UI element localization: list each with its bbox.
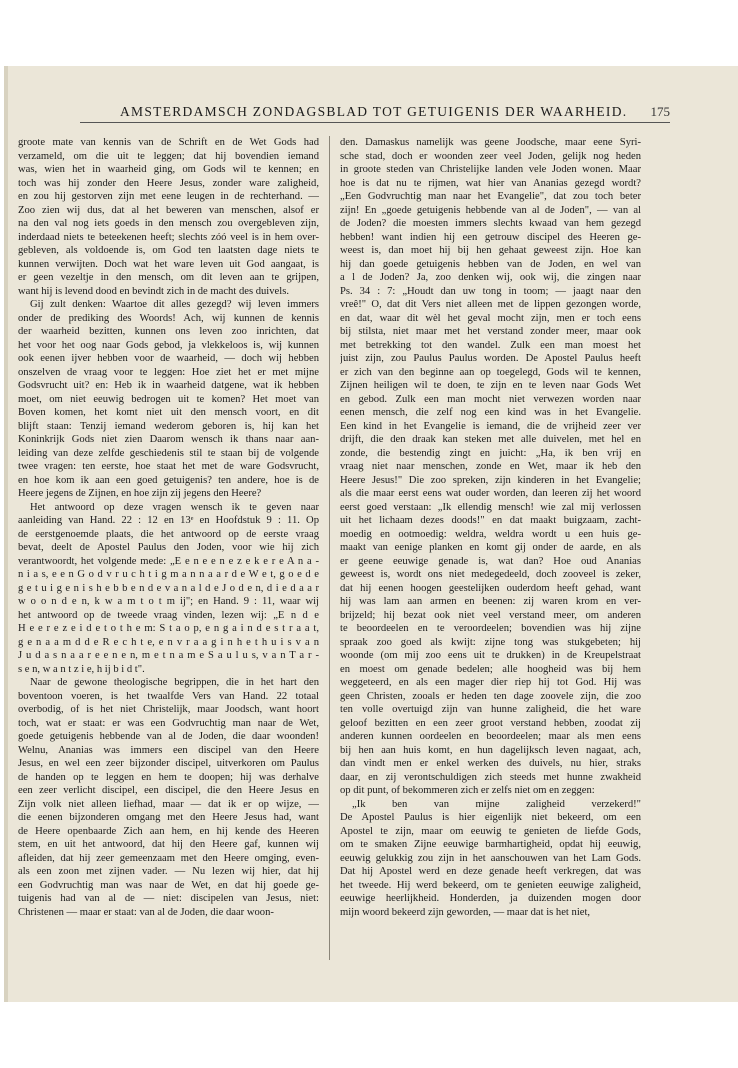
text-line: vreê!" O, dat dit Vers niet alleen met de lippen gezongen worde, bbox=[340, 299, 641, 310]
text-line: een zeer verlicht discipel, een discipel, die den Heere Jesus en bbox=[18, 785, 319, 796]
text-line: met betrekking tot den wandel. Zulk een man moest het bbox=[340, 339, 641, 351]
text-line: een Godvruchtig man was naar de Wet, en dat hij goede ge- bbox=[18, 879, 319, 891]
text-line: n i a s, e e n G o d v r u c h t i g m a n n a a r d e W e t, g o e d e bbox=[18, 569, 319, 580]
text-line: blijft staan: Tenzij iemand wederom geboren is, hij kan het bbox=[18, 420, 319, 432]
text-line: Jesus, en wel een zeer bijzonder discipel, uitverkoren om Paulus bbox=[18, 758, 319, 769]
text-line: de Heere openbaarde Zich aan hem, en hij kende des Heeren bbox=[18, 825, 319, 837]
text-line: drijft, die den draak kan steken met alle duivelen, met hel en bbox=[340, 434, 641, 445]
text-line: ten volle overtuigd zijn van hunne zaligheid, die het ware bbox=[340, 704, 641, 715]
text-line: den. Damaskus namelijk was geene Joodsche, maar eene Syri- bbox=[340, 137, 641, 148]
text-line: was, wien het in waarheid ging, om Gods wil te kennen; en bbox=[18, 164, 319, 175]
text-line: er zich van den beginne aan op toegelegd, Gods wil te kennen, bbox=[340, 366, 641, 378]
text-line: het tweede. Hij werd bekeerd, om te genieten eeuwige zaligheid, bbox=[340, 879, 641, 891]
text-line: hebben! want indien hij een getrouw discipel des Heeren ge- bbox=[340, 231, 641, 243]
text-line: spraak zoo goed als kwijt: zijne tong was stukgebeten; hij bbox=[340, 636, 641, 648]
text-line: en hoe kom ik aan een goed getuigenis? ten andere, hoe is de bbox=[18, 474, 319, 486]
text-line: bij hen aan huis komt, en hun dagelijksch leven nagaat, ach, bbox=[340, 744, 641, 756]
text-line: Ps. 34 : 7: „Houdt dan uw tong in toom; — jaagt naar den bbox=[340, 285, 641, 297]
text-line: toch was hij zonder den Heere Jesus, zonder ware zaligheid, bbox=[18, 177, 319, 189]
text-line: leiding van deze zelfde geschiedenis stil te staan bij de volgende bbox=[18, 447, 319, 459]
text-line: aanleiding van Hand. 22 : 12 en 13ᵉ en Hoofdstuk 9 : 11. Op bbox=[18, 515, 319, 526]
text-line: boventoon voeren, is het twaalfde Vers van Hand. 22 totaal bbox=[18, 690, 319, 702]
text-line: bij stilsta, niet maar met het verstand zonder meer, maar ook bbox=[340, 326, 641, 337]
text-line: geen Christen, zooals er heden ten dage zoovele zijn, die zoo bbox=[340, 690, 641, 702]
text-line: Naar de gewone theologische begrippen, die in het hart den bbox=[30, 677, 319, 688]
text-line: zijn! En „goede getuigenis hebbende van al de Joden", — van al bbox=[340, 204, 641, 216]
text-line: het antwoord op de tweede vraag vinden, lezen wij: „E n d e bbox=[18, 609, 319, 621]
text-line: overbodig, of is het niet Christelijk, maar Joodsch, want hoort bbox=[18, 704, 319, 715]
text-line: toch, wat er staat: er was een Godvruchtig man naar de Wet, bbox=[18, 717, 319, 729]
text-line: ook eenen ijver hebben voor de waarheid, — doch wij hebben bbox=[18, 353, 319, 364]
text-line: Zijn volk niet alleen liefhad, maar — dat ik er op wijze, — bbox=[18, 798, 319, 810]
text-line: hij was lam aan armen en beenen: zij waren krom en ver- bbox=[340, 596, 641, 607]
text-line: en gebod. Zulk een man mocht niet verwezen worden naar bbox=[340, 393, 641, 405]
text-line: want hij is levend dood en bevindt zich in de macht des duivels. bbox=[18, 285, 289, 297]
text-line: zonde, die bestendig zingt en juicht: „Ha, ik ben vrij en bbox=[340, 447, 641, 459]
page-header bbox=[80, 100, 670, 123]
text-line: inderdaad niets te beteekenen heeft; slechts zóó veel is in hem over- bbox=[18, 231, 319, 243]
text-line: juist zijn, zou Paulus Paulus worden. De Apostel Paulus heeft bbox=[340, 353, 641, 364]
text-line: moedig en ootmoedig: weldra, weldra wordt u een huis ge- bbox=[340, 528, 641, 540]
text-line: g e t u i g e n i s h e b b e n d e v a n a l d e J o d e n, d i e d a a r bbox=[18, 582, 319, 594]
text-line: als die maar eerst eens wat ouder worden, dan leeren zij het woord bbox=[340, 488, 641, 499]
text-line: de handen op te leggen en hem te doopen; hij was derhalve bbox=[18, 771, 319, 783]
text-line: er geen vezeltje in den mensch, om dit leven aan te grijpen, bbox=[18, 272, 319, 283]
text-line: maakt van eenige planken en komt gij onder de aarde, en als bbox=[340, 542, 641, 553]
text-line: na den val nog iets goeds in den mensch zou overgebleven zijn, bbox=[18, 218, 319, 229]
text-line: moet, om niet eeuwig bedrogen uit te komen? Het moet van bbox=[18, 393, 319, 405]
text-line: weggeteerd, en als een mager dier riep hij tot God. Hij was bbox=[340, 677, 641, 688]
text-line: De Apostel Paulus is hier eigenlijk niet bekeerd, om een bbox=[340, 812, 641, 823]
text-line: Heere jegens de Zijnen, en hoe zijn zij jegens den Heere? bbox=[18, 488, 262, 499]
right-column bbox=[340, 136, 641, 919]
text-line: Zoo zien wij dus, dat al het beweren van menschen, alsof er bbox=[18, 204, 319, 216]
text-line: J u d a s n a a r e e n e n, m e t n a m e S a u l u s, v a n T a r - bbox=[18, 650, 319, 661]
text-line: bevat, deelt de Apostel Paulus den Joden, voor wie hij zich bbox=[18, 542, 319, 553]
text-line: gebleven, als voldoende is, om God ten laatsten dage niets te bbox=[18, 245, 319, 256]
text-line: afleiden, dat hij zeer gemeenzaam met den Heere omging, even- bbox=[18, 852, 319, 864]
text-line: eeuwig gelukkig zou zijn in het aanschouwen van het Lam Gods. bbox=[340, 852, 641, 864]
text-line: onder de prediking des Woords! Ach, wij kunnen de kennis bbox=[18, 312, 319, 324]
text-line: stem, en uit het antwoord, dat hij den Heere gaf, kunnen wij bbox=[18, 839, 319, 850]
text-line: a l de Joden? Ja, zoo denken wij, ook wij, die zingen naar bbox=[340, 272, 641, 283]
text-line: die eenen bijzonderen omgang met den Heere Jesus had, want bbox=[18, 812, 319, 823]
text-line: op dit punt, of bekommeren zich er zelfs niet om en zeggen: bbox=[340, 785, 595, 796]
text-line: H e e r e z e i d e t o t h e m: S t a o p, e n g a i n d e s t r a a t, bbox=[18, 623, 319, 634]
text-line: eeuwige heerlijkheid. Honderden, ja duizenden mogen door bbox=[340, 893, 641, 904]
text-line: groote mate van kennis van de Schrift en de Wet Gods had bbox=[18, 137, 319, 148]
text-line: Apostel te zijn, maar om eeuwig te genieten de liefde Gods, bbox=[340, 825, 641, 837]
text-line: er geene eeuwige genade is, wat dan? Hoe oud Ananias bbox=[340, 555, 641, 567]
text-line: het voor het oog naar Gods gebod, ja vlekkeloos is, wij kunnen bbox=[18, 339, 319, 351]
text-line: vraag niet naar menschen, zonde en Wet, maar ik heb den bbox=[340, 461, 641, 472]
text-line: mijn woord bekeerd zijn geworden, — maar dat is het niet, bbox=[340, 906, 591, 918]
text-line: s e n, w a n t z i e, h ij b i d t". bbox=[18, 663, 145, 675]
text-line: Dat hij Apostel werd en deze genade heeft verkregen, dat was bbox=[340, 866, 641, 877]
text-line: g e n a a m d d e R e c h t e, e n v r a a g i n h e t h u i s v a n bbox=[18, 636, 319, 648]
page-number: 175 bbox=[650, 104, 670, 119]
text-line: en moest om genade bedelen; alle hoogheid was bij hem bbox=[340, 663, 641, 675]
text-line: de Joden? die moesten immers slechts kwaad van hem gezegd bbox=[340, 218, 641, 229]
text-line: te beoordeelen en te veroordeelen; bovendien was hij zijne bbox=[340, 623, 641, 634]
text-line: als een zoon met zijnen vader. — Nu lezen wij hier, dat hij bbox=[18, 866, 319, 877]
text-line: Christenen — maar er staat: van al de Joden, die daar woon- bbox=[18, 906, 274, 918]
text-line: „Een Godvruchtig man naar het Evangelie", dat zou toch beter bbox=[340, 191, 641, 202]
text-line: geloof bezitten en een zeer groot verstand hebben, zoodat zij bbox=[340, 717, 641, 729]
text-line: verantwoordt, het volgende mede: „E e n e e n e z e k e r e A n a - bbox=[18, 555, 319, 567]
running-title: AMSTERDAMSCH ZONDAGSBLAD TOT GETUIGENIS DER WAARHEID. bbox=[120, 104, 628, 119]
text-line: Boven komen, het komt niet uit den mensch voort, en dit bbox=[18, 407, 319, 418]
text-line: Het antwoord op deze vragen wensch ik te geven naar bbox=[30, 501, 319, 513]
text-line: Zijnen heiligen wil te doen, te zijn en te leven naar Gods Wet bbox=[340, 380, 641, 391]
text-line: hoe is dat nu te rijmen, wat hier van Ananias gezegd wordt? bbox=[340, 177, 641, 189]
text-line: Godsvrucht uit? en: Heb ik in waarheid datgene, wat ik hebben bbox=[18, 380, 319, 391]
text-line: tuigenis had van al de — niet: discipelen van Jesus, niet: bbox=[18, 893, 319, 904]
text-line: en zou hij gestorven zijn met eene leugen in de rechterhand. — bbox=[18, 191, 319, 202]
text-line: hij dan goede getuigenis hebben van de Joden, en wel van bbox=[340, 258, 641, 270]
text-line: Heere Jesus!" Die zoo spreken, zijn kinderen in het Evangelie; bbox=[340, 474, 641, 486]
text-line: geweest is, wordt ons niet medegedeeld, doch zooveel is zeker, bbox=[340, 569, 641, 580]
text-line: woonde (om mij zoo eens uit te drukken) in de Kreupelstraat bbox=[340, 650, 641, 661]
text-line: sche stad, doch er woonden zeer veel Joden, gelijk nog heden bbox=[340, 150, 641, 162]
text-line: dat hij eenen hoogen geestelijken ouderdom heeft gehad, want bbox=[340, 582, 641, 594]
column-divider bbox=[329, 136, 330, 960]
text-line: Gij zult denken: Waartoe dit alles gezegd? wij leven immers bbox=[30, 299, 319, 310]
text-line: dan vindt men er enkel werken des duivels, nu hier, straks bbox=[340, 758, 641, 769]
text-line: anderen kunnen oordeelen en beoordeelen; maar als men eens bbox=[340, 731, 641, 742]
text-line: daar, en zij verontschuldigen zich steeds met hunne zwakheid bbox=[340, 771, 641, 783]
text-line: Welnu, Ananias was immers een discipel van den Heere bbox=[18, 744, 319, 756]
text-line: goede getuigenis hebbende van al de Joden, die daar woonden! bbox=[18, 731, 319, 742]
text-line: brijzeld; hij bezat ook niet veel verstand meer, om anderen bbox=[340, 609, 641, 621]
text-line: twee vragen: ten eerste, hoe staat het met de ware Godsvrucht, bbox=[18, 461, 319, 472]
text-line: Een kind in het Evangelie is iemand, die de vrijheid zeer ver bbox=[340, 420, 641, 432]
text-line: eerst goed verstaan: „Ik ellendig mensch! wie zal mij verlossen bbox=[340, 501, 641, 513]
text-line: kunnen verwijten. Doch wat het ware leven uit God aangaat, is bbox=[18, 258, 319, 270]
text-line: verzameld, om die uit te leggen; dat hij bovendien iemand bbox=[18, 150, 319, 162]
text-line: de eerstgenoemde plaats, die het antwoord op de eerste vraag bbox=[18, 528, 319, 540]
text-line: eenen mensch, die zelf nog een kind was in het Evangelie. bbox=[340, 407, 641, 418]
page-edge bbox=[4, 66, 8, 1002]
left-column bbox=[18, 136, 319, 919]
text-line: in groote steden van Christelijke landen vele Joden wonen. Maar bbox=[340, 164, 641, 175]
text-line: weest is, dan moet hij bij hen gehaat geweest zijn. Hoe kan bbox=[340, 245, 641, 256]
text-line: der waarheid bezitten, kunnen ons leven zoo inrichten, dat bbox=[18, 326, 319, 337]
text-line: „Ik ben van mijne zaligheid verzekerd!" bbox=[352, 798, 641, 810]
text-line: om te smaken Zijne eeuwige barmhartigheid, opdat hij eeuwig, bbox=[340, 839, 641, 850]
text-line: onszelven de vraag voor te leggen: Hoe ziet het er met mijne bbox=[18, 366, 319, 378]
text-line: en dat, waar dit wèl het geval mocht zijn, men er toch eens bbox=[340, 312, 641, 324]
text-line: Koninkrijk Gods niet zien Daarom wensch ik thans naar aan- bbox=[18, 434, 319, 445]
text-line: w o o n d e n, k w a m t o t m ij"; en Hand. 9 : 11, waar wij bbox=[18, 596, 319, 607]
text-line: uit het lichaam dezes doods!" en dat maakt buigzaam, zacht- bbox=[340, 515, 641, 526]
